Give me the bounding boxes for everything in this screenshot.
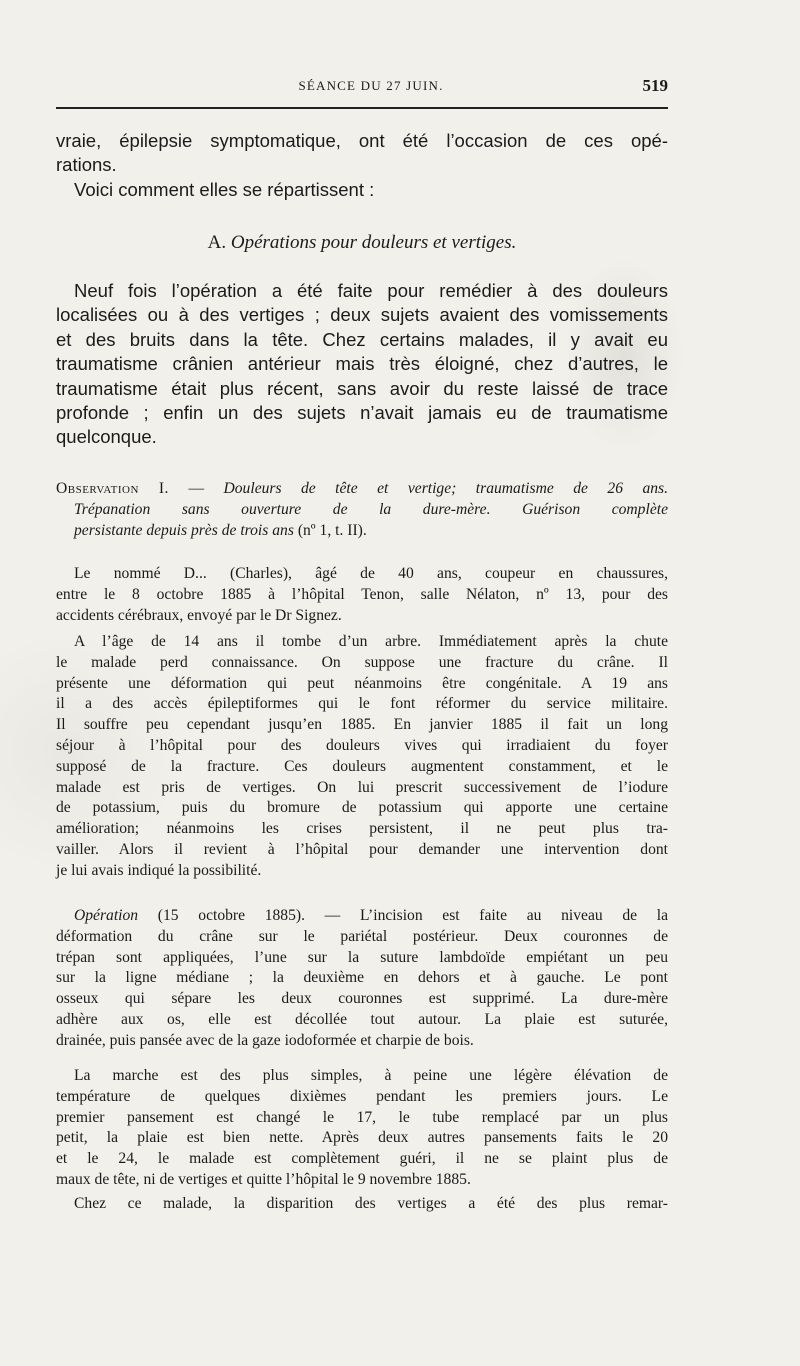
text-line: traumatisme crânien antérieur mais très éloigné, chez d’autres, le	[56, 353, 668, 375]
observation-heading	[56, 479, 668, 541]
text-line: je lui avais indiqué la possibilité.	[56, 861, 262, 879]
text-line: La marche est des plus simples, à peine une légère élévation de	[74, 1067, 668, 1084]
text-line: drainée, puis pansée avec de la gaze iodoformée et charpie de bois.	[56, 1031, 474, 1049]
text-line: adhère aux os, elle est décollée tout autour. La plaie est suturée,	[56, 1010, 668, 1028]
page-number: 519	[642, 76, 668, 95]
header-rule	[56, 107, 668, 109]
observation-line-3-text: persistante depuis près de trois ans	[74, 521, 294, 539]
summary-paragraph	[56, 279, 668, 450]
text-line: Voici comment elles se répartissent :	[74, 178, 375, 200]
section-letter: A.	[207, 232, 227, 253]
text-line: de potassium, puis du bromure de potassium qui apporte une certaine	[56, 799, 668, 817]
observation-title: Douleurs de tête et vertige; traumatisme de 26 ans.	[223, 480, 669, 497]
section-heading	[56, 232, 668, 254]
observation-line-2: Trépanation sans ouverture de la dure-mère. Guérison complète	[74, 500, 668, 518]
text-line: quelconque.	[56, 426, 157, 448]
operation-label: Opération	[74, 907, 139, 924]
case-paragraph-5	[56, 1194, 668, 1215]
text-line: traumatisme était plus récent, sans avoir du reste laissé de trace	[56, 377, 668, 399]
text-line: présente une déformation qui peut néanmoins être congénitale. A 19 ans	[56, 674, 668, 692]
text-line: premier pansement est changé le 17, le tube remplacé par un plus	[56, 1108, 668, 1126]
text-line: déformation du crâne sur le pariétal postérieur. Deux couronnes de	[56, 927, 668, 945]
text-line: petit, la plaie est bien nette. Après deux autres pansements faits le 20	[56, 1129, 668, 1147]
case-paragraph-1	[56, 564, 668, 626]
text-line: Chez ce malade, la disparition des vertiges a été des plus remar-	[74, 1195, 668, 1212]
text-line: Il souffre peu cependant jusqu’en 1885. En janvier 1885 il fait un long	[56, 716, 668, 734]
case-paragraph-3	[56, 906, 668, 1052]
observation-reference: (nº 1, t. II).	[297, 521, 367, 539]
text-line: rations.	[56, 154, 117, 176]
text-line	[56, 906, 668, 927]
text-line: maux de tête, ni de vertiges et quitte l’hôpital le 9 novembre 1885.	[56, 1170, 471, 1188]
text-line: supposé de la fracture. Ces douleurs augmentent constamment, et le	[56, 757, 668, 775]
text-line: séjour à l’hôpital pour des douleurs vives qui irradiaient du foyer	[56, 736, 668, 754]
observation-line-1	[56, 479, 668, 500]
text-line: le malade perd connaissance. On suppose une fracture du crâne. Il	[56, 653, 668, 671]
text-line: vailler. Alors il revient à l’hôpital pour demander une intervention dont	[56, 840, 668, 858]
text-line: entre le 8 octobre 1885 à l’hôpital Tenon, salle Nélaton, nº 13, pour des	[56, 585, 668, 603]
case-paragraph-2	[56, 632, 668, 882]
intro-paragraph	[56, 129, 668, 202]
text-line: et des bruits dans la tête. Chez certains malades, il y avait eu	[56, 328, 668, 350]
text-line: il a des accès épileptiformes qui le font réformer du service militaire.	[56, 695, 668, 713]
section-title-text: Opérations pour douleurs et vertiges.	[230, 232, 517, 253]
text-line: trépan sont appliquées, l’une sur la suture lambdoïde empiétant un peu	[56, 948, 668, 966]
text-line: vraie, épilepsie symptomatique, ont été l’occasion de ces opé-	[56, 130, 668, 151]
case-paragraph-4	[56, 1066, 668, 1191]
text-line: profonde ; enfin un des sujets n’avait jamais eu de traumatisme	[56, 402, 668, 424]
text-line: accidents cérébraux, envoyé par le Dr Signez.	[56, 606, 342, 624]
text-line: Le nommé D... (Charles), âgé de 40 ans, coupeur en chaussures,	[74, 565, 668, 582]
observation-label: Observation I.	[56, 480, 169, 497]
running-title: SÉANCE DU 27 JUIN.	[298, 78, 444, 93]
observation-line-3	[56, 521, 668, 542]
running-head	[56, 76, 668, 100]
text-line: osseux qui sépare les deux couronnes est supprimé. La dure-mère	[56, 990, 668, 1008]
text-line: localisées ou à des vertiges ; deux sujets avaient des vomissements	[56, 304, 668, 326]
text-line: amélioration; néanmoins les crises persistent, il ne peut plus tra-	[56, 820, 668, 838]
text-line: sur la ligne médiane ; la deuxième en dehors et à gauche. Le pont	[56, 969, 668, 987]
text-line: température de quelques dixièmes pendant les premiers jours. Le	[56, 1087, 668, 1105]
text-line: Neuf fois l’opération a été faite pour remédier à des douleurs	[74, 280, 668, 301]
text-line: et le 24, le malade est complètement guéri, il ne se plaint plus de	[56, 1150, 668, 1168]
operation-lead-text: (15 octobre 1885). — L’incision est faite au niveau de la	[157, 907, 668, 924]
observation-dash: —	[188, 480, 205, 497]
text-line: malade est pris de vertiges. On lui prescrit successivement de l’iodure	[56, 778, 668, 796]
text-line: A l’âge de 14 ans il tombe d’un arbre. Immédiatement après la chute	[74, 633, 668, 650]
